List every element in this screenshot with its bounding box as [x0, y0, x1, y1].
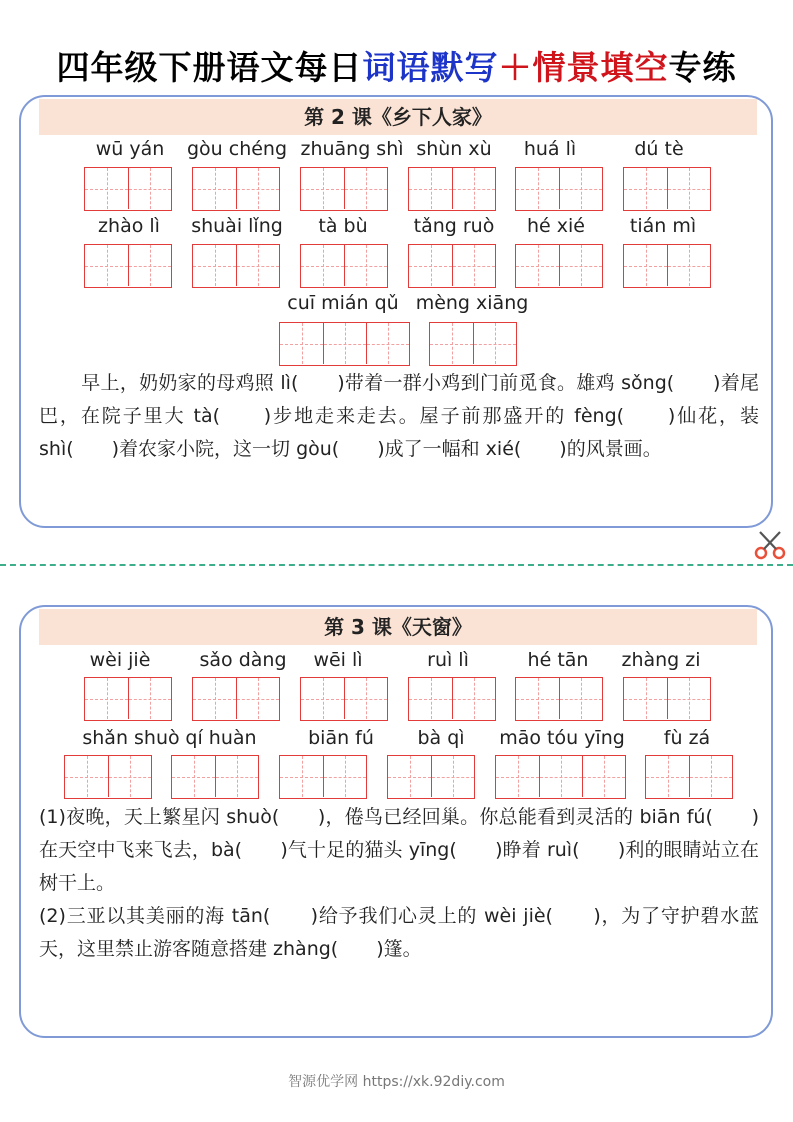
pinyin-label: tián mì [629, 215, 697, 237]
lesson3-heading: 第 3 课《天窗》 [39, 609, 757, 645]
writing-grid[interactable] [515, 244, 603, 288]
writing-grid[interactable] [645, 755, 733, 799]
passage-text: 早上，奶奶家的母鸡照 lì( )带着一群小鸡到门前觅食。雄鸡 sǒng( )着尾巴，在院子里大 tà( )步地走来走去。屋子前那盛开的 fèng( )仙花，装 shì( )着农家小院，这一切 gòu( )成了一幅和 xié( )的风景画。 [39, 372, 759, 460]
writing-grid[interactable] [515, 677, 603, 721]
fill-in-passage-2: (2)三亚以其美丽的海 tān( )给予我们心灵上的 wèi jiè( )，为了守护碧水蓝天，这里禁止游客随意搭建 zhàng( )篷。 [39, 905, 759, 960]
pinyin-label: hé tān [527, 649, 589, 671]
pinyin-label: fù zá [663, 727, 711, 749]
pinyin-label: shùn xù [416, 138, 492, 160]
pinyin-label: tà bù [318, 215, 368, 237]
lesson3-card [19, 605, 773, 1038]
pinyin-label: huá lì [523, 138, 577, 160]
writing-grid[interactable] [300, 677, 388, 721]
writing-grid[interactable] [171, 755, 259, 799]
writing-grid[interactable] [192, 167, 280, 211]
pinyin-label: zhuāng shì [300, 138, 404, 160]
pinyin-label: dú tè [634, 138, 684, 160]
writing-grid[interactable] [279, 322, 410, 366]
title-part4: 情景填空 [532, 48, 669, 87]
pinyin-label: wēi lì [313, 649, 363, 671]
pinyin-label: zhào lì [98, 215, 160, 237]
pinyin-label: tǎng ruò [413, 215, 495, 237]
writing-grid[interactable] [84, 244, 172, 288]
writing-grid[interactable] [623, 167, 711, 211]
footer-source: 智源优学网 https://xk.92diy.com [288, 1074, 505, 1090]
writing-grid[interactable] [623, 677, 711, 721]
writing-grid[interactable] [192, 677, 280, 721]
pinyin-label: sǎo dàng [199, 649, 287, 671]
writing-grid[interactable] [192, 244, 280, 288]
pinyin-label: zhàng zi [621, 649, 701, 671]
pinyin-label: māo tóu yīng [499, 727, 625, 749]
writing-grid[interactable] [64, 755, 152, 799]
pinyin-label: bà qì [417, 727, 465, 749]
scissors-icon [752, 528, 790, 562]
pinyin-label: wèi jiè [89, 649, 151, 671]
writing-grid[interactable] [623, 244, 711, 288]
fill-in-passage [39, 367, 759, 466]
writing-grid[interactable] [408, 677, 496, 721]
title-part5: 专练 [668, 48, 737, 87]
pinyin-label: hé xié [527, 215, 585, 237]
pinyin-label: cuī mián qǔ [287, 292, 399, 314]
pinyin-label: shǎn shuò [82, 727, 180, 749]
title-part3: ＋ [498, 48, 533, 87]
lesson2-card [19, 95, 773, 528]
writing-grid[interactable] [429, 322, 517, 366]
page-title [0, 42, 793, 89]
lesson2-heading: 第 2 课《乡下人家》 [39, 99, 757, 135]
writing-grid[interactable] [300, 244, 388, 288]
writing-grid[interactable] [84, 677, 172, 721]
pinyin-label: shuài lǐng [191, 215, 283, 237]
writing-grid[interactable] [515, 167, 603, 211]
writing-grid[interactable] [408, 167, 496, 211]
cut-line [0, 564, 793, 566]
writing-grid[interactable] [300, 167, 388, 211]
title-part1: 四年级下册语文每日 [56, 48, 363, 87]
writing-grid[interactable] [408, 244, 496, 288]
writing-grid[interactable] [279, 755, 367, 799]
pinyin-label: ruì lì [427, 649, 469, 671]
pinyin-label: mèng xiāng [415, 292, 529, 314]
fill-in-passage-1: (1)夜晚，天上繁星闪 shuò( )，倦鸟已经回巢。你总能看到灵活的 biān fú( )在天空中飞来飞去，bà( )气十足的猫头 yīng( )睁着 ruì( )利的眼睛站立在树干上。 [39, 806, 759, 894]
writing-grid[interactable] [495, 755, 626, 799]
pinyin-label: qí huàn [185, 727, 257, 749]
pinyin-label: wū yán [95, 138, 165, 160]
title-part2: 词语默写 [362, 48, 499, 87]
pinyin-label: biān fú [308, 727, 374, 749]
writing-grid[interactable] [387, 755, 475, 799]
writing-grid[interactable] [84, 167, 172, 211]
pinyin-label: gòu chéng [186, 138, 288, 160]
